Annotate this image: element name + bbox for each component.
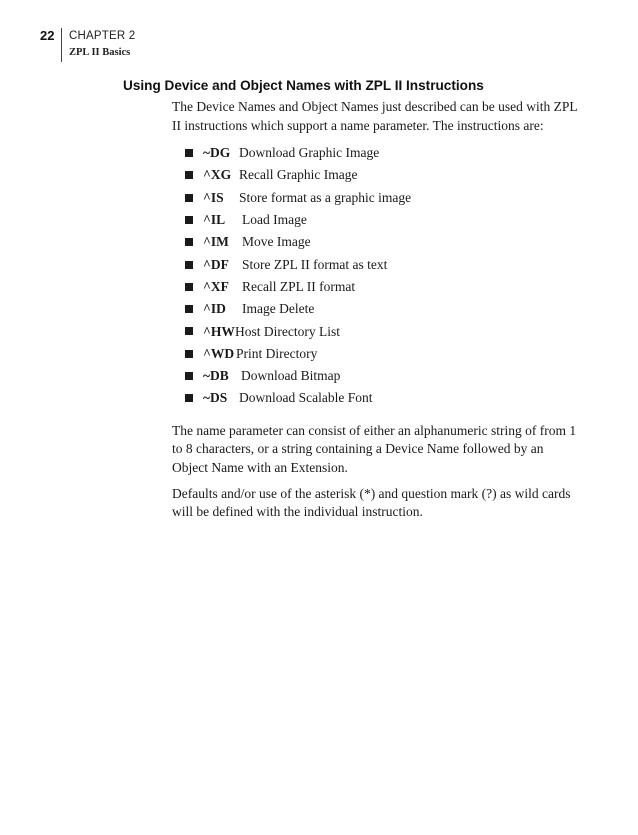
list-item — [185, 209, 582, 231]
square-bullet-icon — [185, 194, 193, 202]
instruction-description: Image Delete — [242, 301, 315, 317]
header-divider — [61, 28, 62, 62]
chapter-label: CHAPTER 2 — [69, 30, 136, 42]
instruction-code: ^IS — [203, 189, 224, 205]
list-item — [185, 343, 582, 365]
list-item — [185, 164, 582, 186]
instruction-code: ~DB — [203, 368, 229, 384]
instruction-description: Recall Graphic Image — [239, 167, 358, 183]
square-bullet-icon — [185, 216, 193, 224]
square-bullet-icon — [185, 394, 193, 402]
square-bullet-icon — [185, 261, 193, 269]
instruction-code: ^IM — [203, 234, 229, 250]
page-number: 22 — [40, 28, 55, 43]
instruction-description: Download Graphic Image — [239, 145, 380, 161]
chapter-title: ZPL II Basics — [69, 47, 131, 58]
square-bullet-icon — [185, 238, 193, 246]
list-item — [185, 298, 582, 320]
list-item — [185, 276, 582, 298]
instruction-description: Load Image — [242, 212, 307, 228]
name-parameter-paragraph: The name parameter can consist of either an alphanumeric string of from 1 to 8 characters, or a string containing a Device Name followed by an Object Name with an Extension. — [172, 422, 577, 475]
list-item — [185, 231, 582, 253]
instruction-description: Download Scalable Font — [239, 390, 373, 406]
list-item — [185, 142, 582, 164]
wildcards-paragraph: Defaults and/or use of the asterisk (*) and question mark (?) as wild cards will be defined with the individual instruction. — [172, 485, 571, 520]
square-bullet-icon — [185, 372, 193, 380]
instruction-description: Move Image — [242, 234, 311, 250]
instruction-code: ^WD — [203, 345, 235, 361]
list-item — [185, 387, 582, 409]
square-bullet-icon — [185, 171, 193, 179]
instruction-description: Store ZPL II format as text — [242, 256, 388, 272]
instruction-description: Host Directory List — [235, 323, 340, 339]
section-body — [172, 98, 582, 522]
instruction-description: Print Directory — [236, 345, 318, 361]
square-bullet-icon — [185, 327, 193, 335]
square-bullet-icon — [185, 350, 193, 358]
section-heading: Using Device and Object Names with ZPL II Instructions — [123, 78, 484, 93]
square-bullet-icon — [185, 283, 193, 291]
instruction-description: Recall ZPL II format — [242, 278, 356, 294]
instruction-code: ^HW — [203, 323, 235, 339]
instruction-code: ^DF — [203, 256, 229, 272]
list-item — [185, 365, 582, 387]
list-item — [185, 254, 582, 276]
square-bullet-icon — [185, 149, 193, 157]
instruction-code: ~DG — [203, 145, 231, 161]
list-item — [185, 187, 582, 209]
square-bullet-icon — [185, 305, 193, 313]
instruction-code: ^IL — [203, 212, 226, 228]
instruction-code: ^XG — [203, 167, 232, 183]
instruction-code: ~DS — [203, 390, 228, 406]
instruction-description: Download Bitmap — [241, 368, 341, 384]
instruction-list — [172, 142, 582, 410]
instruction-code: ^XF — [203, 278, 229, 294]
instruction-description: Store format as a graphic image — [239, 189, 412, 205]
instruction-code: ^ID — [203, 301, 226, 317]
intro-paragraph: The Device Names and Object Names just described can be used with ZPL II instructions which support a name parameter. The instructions are: — [172, 99, 578, 133]
list-item — [185, 321, 582, 343]
